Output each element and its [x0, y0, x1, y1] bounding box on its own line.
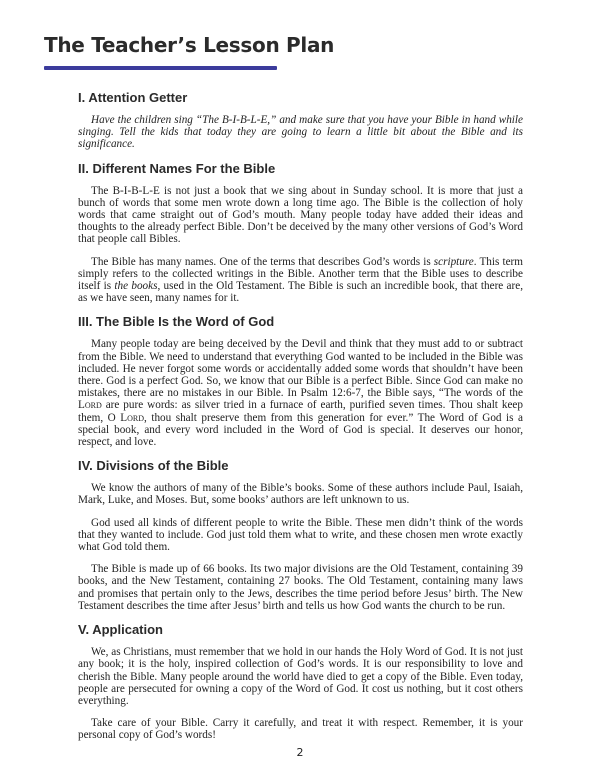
paragraph: We, as Christians, must remember that we hold in our hands the Holy Word of God. It is not just any book; it is the holy, inspired collection of God’s words. It is our responsibility to love and cherish the Bible. Many people around the world have died to get a copy of the Bible. Even today, people are persecuted for owning a copy of the Word of God. It cost us nothing, but it cost others everything.: [78, 646, 523, 707]
paragraph: The Bible is made up of 66 books. Its two major divisions are the Old Testament, containing 39 books, and the New Testament, containing 27 books. The Old Testament, containing many laws and promises that pertain only to the Jews, describes the time period before Jesus’ birth. The New Testament describes the time after Jesus’ birth and tells us how God wants the church to be run.: [78, 563, 523, 612]
section-application: [78, 622, 523, 741]
text-run: Many people today are being deceived by the Devil and think that they must add to or subtract from the Bible. We need to understand that everything God wanted to be included in the Bible was included. He never forgot some words or accidentally added some words that shouldn’t have been there. God is a perfect God. So, we know that our Bible is a perfect Bible. Since God can make no mistakes, there are no mistakes in our Bible. In Psalm 12:6-7, the Bible says, “The words of the: [78, 338, 523, 400]
lesson-content: [78, 90, 523, 752]
text-run: The Bible has many names. One of the terms that describes God’s words is: [91, 255, 434, 268]
paragraph: God used all kinds of different people to write the Bible. These men didn’t think of the words that they wanted to include. God just told them what to write, and these chosen men wrote exactly what God told them.: [78, 516, 523, 554]
section-divisions: [78, 458, 523, 612]
emphasis-scripture: scripture: [433, 255, 474, 268]
paragraph: The B-I-B-L-E is not just a book that we sing about in Sunday school. It is more that just a bunch of words that some men wrote down a long time ago. The Bible is the collection of holy words that came straight out of God’s mouth. Many people today have added their ideas and thoughts to the already perfect Bible. Don’t be deceived by the many other versions of God’s Word that people call Bibles.: [78, 184, 523, 246]
section-heading: IV. Divisions of the Bible: [78, 458, 229, 474]
section-heading: II. Different Names For the Bible: [78, 160, 276, 176]
text-run: are pure words: as silver tried in a furnace of earth, purified seven times. Thou shalt keep them, O: [78, 399, 523, 424]
text-run: , thou shalt preserve them from this generation for ever.” The Word of God is a special book, and every word included in the Word of God is special. It deserves our honor, respect, and love.: [78, 411, 523, 449]
text-run: . This term simply refers to the collected writings in the Bible. Another term that the Bible uses to describe itself is: [78, 255, 523, 293]
paragraph: Take care of your Bible. Carry it carefully, and treat it with respect. Remember, it is your personal copy of God’s words!: [78, 717, 523, 742]
emphasis-the-books: the books: [114, 280, 158, 293]
small-caps-lord: Lord: [78, 399, 102, 412]
section-heading: I. Attention Getter: [78, 90, 188, 105]
page-title: The Teacher’s Lesson Plan: [44, 33, 335, 57]
paragraph: Have the children sing “The B-I-B-L-E,” and make sure that you have your Bible in hand while singing. Tell the kids that today they are going to learn a little bit about the Bible and its significance.: [78, 114, 523, 151]
title-underline: [44, 66, 277, 70]
paragraph: [78, 256, 523, 305]
text-run: , used in the Old Testament. The Bible is such an incredible book, that there are, as we have seen, many names for it.: [78, 280, 523, 305]
paragraph: [78, 338, 523, 448]
section-attention-getter: [78, 90, 523, 151]
page-number: 2: [296, 746, 304, 759]
section-different-names: [78, 161, 523, 305]
paragraph: We know the authors of many of the Bible’s books. Some of these authors include Paul, Isaiah, Mark, Luke, and Moses. But, some books’ authors are left unknown to us.: [78, 482, 523, 507]
section-heading: V. Application: [78, 622, 163, 638]
section-word-of-god: [78, 314, 523, 448]
small-caps-lord: Lord: [120, 411, 145, 424]
section-heading: III. The Bible Is the Word of God: [78, 314, 275, 330]
